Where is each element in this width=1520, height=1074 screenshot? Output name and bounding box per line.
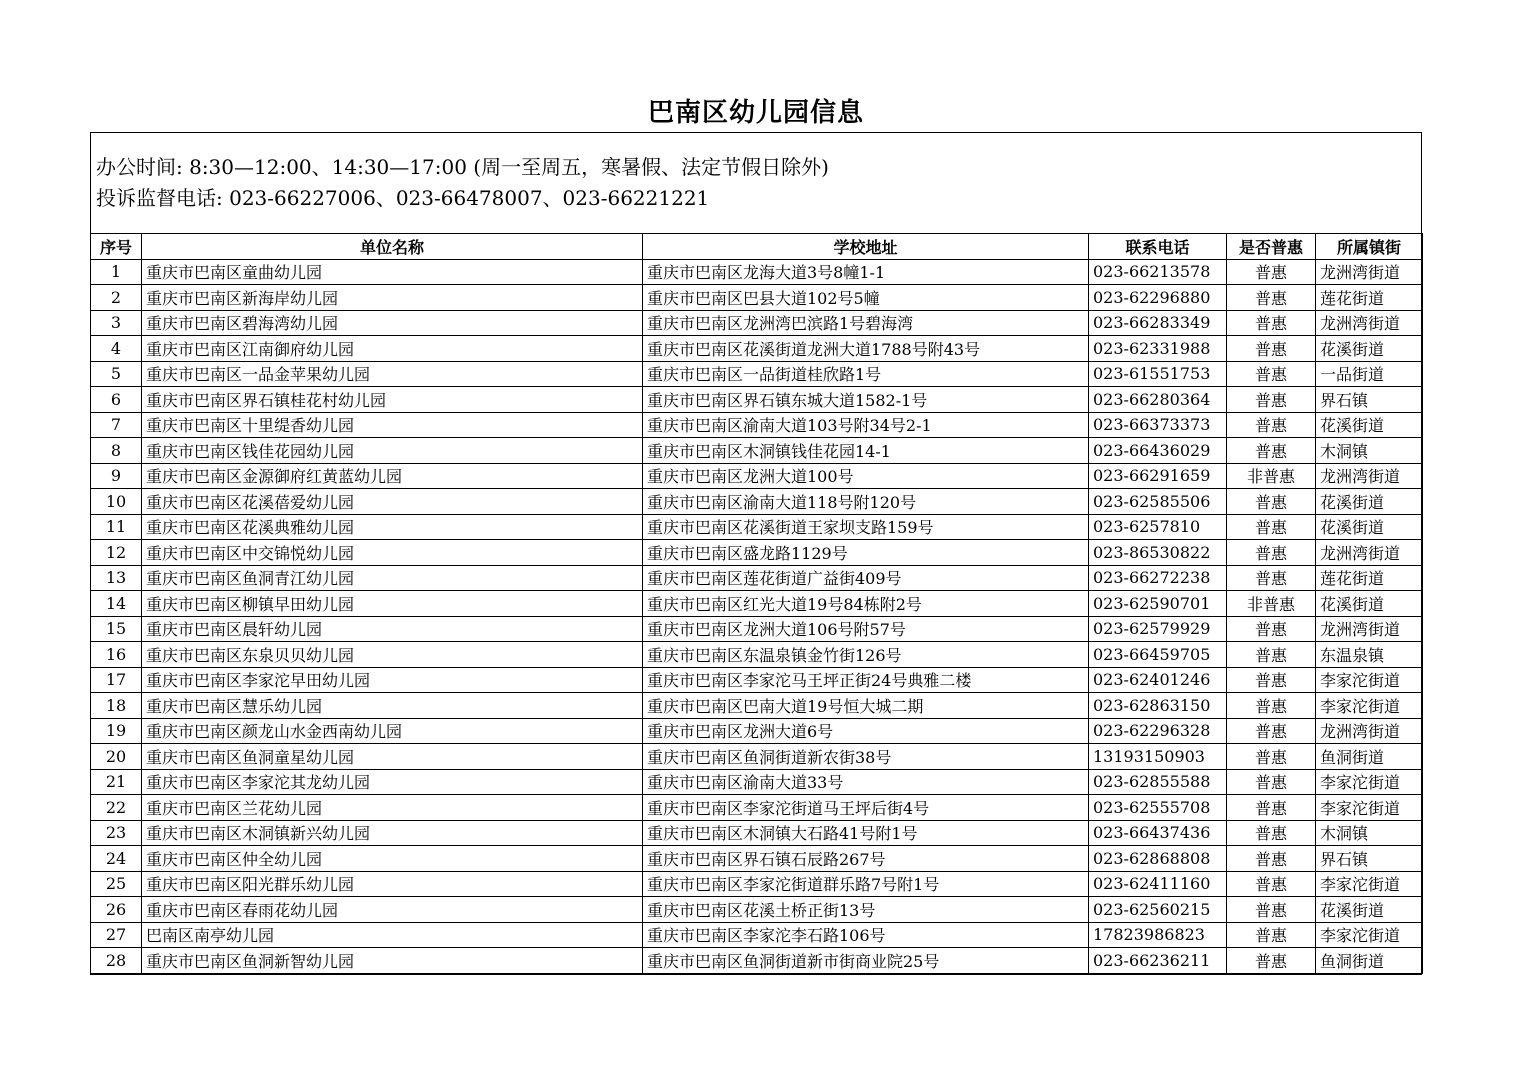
cell-street: 界石镇 [1316, 387, 1423, 413]
cell-name: 重庆市巴南区仲全幼儿园 [142, 846, 643, 872]
table-header-row [91, 234, 1423, 260]
table-row [91, 310, 1423, 336]
cell-phone: 023-62579929 [1089, 616, 1227, 642]
cell-street: 李家沱街道 [1316, 693, 1423, 719]
table-row [91, 744, 1423, 770]
cell-index: 9 [91, 463, 142, 489]
cell-street: 龙洲湾街道 [1316, 310, 1423, 336]
cell-phone: 13193150903 [1089, 744, 1227, 770]
cell-street: 东温泉镇 [1316, 642, 1423, 668]
cell-name: 重庆市巴南区柳镇早田幼儿园 [142, 591, 643, 617]
cell-address: 重庆市巴南区龙洲大道6号 [643, 718, 1089, 744]
cell-index: 5 [91, 361, 142, 387]
cell-phone: 023-66459705 [1089, 642, 1227, 668]
cell-phone: 023-62590701 [1089, 591, 1227, 617]
cell-street: 李家沱街道 [1316, 795, 1423, 821]
cell-address: 重庆市巴南区花溪街道王家坝支路159号 [643, 514, 1089, 540]
table-row [91, 514, 1423, 540]
cell-address: 重庆市巴南区东温泉镇金竹街126号 [643, 642, 1089, 668]
cell-inclusive: 普惠 [1227, 948, 1316, 974]
cell-street: 鱼洞街道 [1316, 744, 1423, 770]
cell-index: 26 [91, 897, 142, 923]
cell-inclusive: 普惠 [1227, 285, 1316, 311]
cell-address: 重庆市巴南区鱼洞街道新市街商业院25号 [643, 948, 1089, 974]
cell-index: 1 [91, 259, 142, 285]
cell-name: 重庆市巴南区新海岸幼儿园 [142, 285, 643, 311]
cell-inclusive: 普惠 [1227, 361, 1316, 387]
cell-inclusive: 普惠 [1227, 795, 1316, 821]
cell-index: 6 [91, 387, 142, 413]
cell-address: 重庆市巴南区一品街道桂欣路1号 [643, 361, 1089, 387]
cell-address: 重庆市巴南区渝南大道118号附120号 [643, 489, 1089, 515]
cell-name: 重庆市巴南区鱼洞青江幼儿园 [142, 565, 643, 591]
cell-address: 重庆市巴南区红光大道19号84栋附2号 [643, 591, 1089, 617]
cell-name: 重庆市巴南区钱佳花园幼儿园 [142, 438, 643, 464]
cell-phone: 023-61551753 [1089, 361, 1227, 387]
cell-street: 花溪街道 [1316, 591, 1423, 617]
table-row [91, 616, 1423, 642]
cell-index: 14 [91, 591, 142, 617]
cell-index: 3 [91, 310, 142, 336]
cell-name: 重庆市巴南区碧海湾幼儿园 [142, 310, 643, 336]
cell-street: 龙洲湾街道 [1316, 259, 1423, 285]
cell-inclusive: 普惠 [1227, 387, 1316, 413]
cell-name: 重庆市巴南区颜龙山水金西南幼儿园 [142, 718, 643, 744]
cell-inclusive: 普惠 [1227, 310, 1316, 336]
cell-phone: 023-66280364 [1089, 387, 1227, 413]
cell-address: 重庆市巴南区界石镇东城大道1582-1号 [643, 387, 1089, 413]
cell-index: 18 [91, 693, 142, 719]
cell-name: 重庆市巴南区中交锦悦幼儿园 [142, 540, 643, 566]
cell-phone: 023-66291659 [1089, 463, 1227, 489]
table-row [91, 285, 1423, 311]
cell-inclusive: 普惠 [1227, 871, 1316, 897]
cell-name: 重庆市巴南区李家沱其龙幼儿园 [142, 769, 643, 795]
cell-index: 11 [91, 514, 142, 540]
cell-index: 20 [91, 744, 142, 770]
cell-inclusive: 普惠 [1227, 922, 1316, 948]
cell-phone: 023-62863150 [1089, 693, 1227, 719]
cell-name: 重庆市巴南区鱼洞新智幼儿园 [142, 948, 643, 974]
table-row [91, 463, 1423, 489]
cell-index: 7 [91, 412, 142, 438]
cell-inclusive: 普惠 [1227, 514, 1316, 540]
page-title: 巴南区幼儿园信息 [647, 98, 864, 128]
table-row [91, 922, 1423, 948]
table-row [91, 489, 1423, 515]
cell-index: 13 [91, 565, 142, 591]
cell-phone: 023-66436029 [1089, 438, 1227, 464]
cell-index: 10 [91, 489, 142, 515]
cell-name: 重庆市巴南区江南御府幼儿园 [142, 336, 643, 362]
cell-inclusive: 普惠 [1227, 540, 1316, 566]
cell-name: 重庆市巴南区花溪典雅幼儿园 [142, 514, 643, 540]
cell-inclusive: 普惠 [1227, 336, 1316, 362]
cell-name: 重庆市巴南区春雨花幼儿园 [142, 897, 643, 923]
cell-address: 重庆市巴南区李家沱街道马王坪后街4号 [643, 795, 1089, 821]
table-row [91, 667, 1423, 693]
cell-inclusive: 普惠 [1227, 489, 1316, 515]
cell-phone: 023-86530822 [1089, 540, 1227, 566]
cell-street: 李家沱街道 [1316, 769, 1423, 795]
cell-inclusive: 普惠 [1227, 897, 1316, 923]
cell-index: 17 [91, 667, 142, 693]
cell-inclusive: 普惠 [1227, 412, 1316, 438]
cell-inclusive: 普惠 [1227, 744, 1316, 770]
info-block [96, 152, 829, 214]
cell-address: 重庆市巴南区龙洲大道106号附57号 [643, 616, 1089, 642]
table-row [91, 795, 1423, 821]
cell-street: 莲花街道 [1316, 285, 1423, 311]
cell-address: 重庆市巴南区渝南大道103号附34号2-1 [643, 412, 1089, 438]
cell-inclusive: 普惠 [1227, 616, 1316, 642]
cell-address: 重庆市巴南区龙洲大道100号 [643, 463, 1089, 489]
cell-name: 重庆市巴南区界石镇桂花村幼儿园 [142, 387, 643, 413]
cell-address: 重庆市巴南区龙海大道3号8幢1-1 [643, 259, 1089, 285]
cell-name: 重庆市巴南区阳光群乐幼儿园 [142, 871, 643, 897]
cell-index: 21 [91, 769, 142, 795]
table-row [91, 361, 1423, 387]
cell-inclusive: 普惠 [1227, 259, 1316, 285]
header-name: 单位名称 [142, 234, 643, 260]
cell-name: 重庆市巴南区鱼洞童星幼儿园 [142, 744, 643, 770]
cell-phone: 023-66272238 [1089, 565, 1227, 591]
cell-index: 15 [91, 616, 142, 642]
table-row [91, 259, 1423, 285]
cell-street: 龙洲湾街道 [1316, 718, 1423, 744]
table-row [91, 769, 1423, 795]
cell-phone: 023-62855588 [1089, 769, 1227, 795]
cell-name: 重庆市巴南区晨轩幼儿园 [142, 616, 643, 642]
cell-street: 花溪街道 [1316, 897, 1423, 923]
header-street: 所属镇街 [1316, 234, 1423, 260]
cell-address: 重庆市巴南区盛龙路1129号 [643, 540, 1089, 566]
cell-name: 重庆市巴南区花溪蓓爱幼儿园 [142, 489, 643, 515]
table-row [91, 820, 1423, 846]
cell-name: 重庆市巴南区童曲幼儿园 [142, 259, 643, 285]
cell-address: 重庆市巴南区界石镇石辰路267号 [643, 846, 1089, 872]
cell-inclusive: 普惠 [1227, 642, 1316, 668]
cell-street: 木洞镇 [1316, 820, 1423, 846]
cell-phone: 023-62296880 [1089, 285, 1227, 311]
cell-name: 巴南区南亭幼儿园 [142, 922, 643, 948]
cell-phone: 023-66373373 [1089, 412, 1227, 438]
cell-inclusive: 普惠 [1227, 820, 1316, 846]
kindergarten-table [90, 233, 1423, 974]
cell-name: 重庆市巴南区东泉贝贝幼儿园 [142, 642, 643, 668]
cell-inclusive: 普惠 [1227, 667, 1316, 693]
cell-address: 重庆市巴南区花溪土桥正街13号 [643, 897, 1089, 923]
office-hours-text: 办公时间: 8:30—12:00、14:30—17:00 (周一至周五，寒暑假、法定节假日除外) [96, 155, 829, 179]
cell-address: 重庆市巴南区李家沱马王坪正街24号典雅二楼 [643, 667, 1089, 693]
cell-address: 重庆市巴南区木洞镇钱佳花园14-1 [643, 438, 1089, 464]
cell-street: 木洞镇 [1316, 438, 1423, 464]
cell-address: 重庆市巴南区巴南大道19号恒大城二期 [643, 693, 1089, 719]
cell-name: 重庆市巴南区一品金苹果幼儿园 [142, 361, 643, 387]
cell-phone: 023-62411160 [1089, 871, 1227, 897]
cell-street: 界石镇 [1316, 846, 1423, 872]
cell-phone: 023-66437436 [1089, 820, 1227, 846]
complaint-phone-text: 投诉监督电话: 023-66227006、023-66478007、023-66221221 [96, 186, 710, 210]
cell-street: 李家沱街道 [1316, 922, 1423, 948]
cell-index: 28 [91, 948, 142, 974]
cell-name: 重庆市巴南区兰花幼儿园 [142, 795, 643, 821]
cell-inclusive: 普惠 [1227, 693, 1316, 719]
cell-inclusive: 普惠 [1227, 769, 1316, 795]
cell-index: 22 [91, 795, 142, 821]
cell-phone: 023-66213578 [1089, 259, 1227, 285]
cell-inclusive: 普惠 [1227, 846, 1316, 872]
cell-inclusive: 非普惠 [1227, 591, 1316, 617]
header-index: 序号 [91, 234, 142, 260]
cell-phone: 17823986823 [1089, 922, 1227, 948]
cell-phone: 023-62585506 [1089, 489, 1227, 515]
cell-index: 24 [91, 846, 142, 872]
table-row [91, 846, 1423, 872]
cell-phone: 023-66236211 [1089, 948, 1227, 974]
table-row [91, 948, 1423, 974]
header-address: 学校地址 [643, 234, 1089, 260]
cell-street: 花溪街道 [1316, 489, 1423, 515]
cell-inclusive: 普惠 [1227, 718, 1316, 744]
cell-index: 19 [91, 718, 142, 744]
cell-street: 花溪街道 [1316, 336, 1423, 362]
cell-name: 重庆市巴南区金源御府红黄蓝幼儿园 [142, 463, 643, 489]
table-row [91, 897, 1423, 923]
table-row [91, 693, 1423, 719]
cell-address: 重庆市巴南区巴县大道102号5幢 [643, 285, 1089, 311]
table-row [91, 540, 1423, 566]
cell-index: 4 [91, 336, 142, 362]
cell-address: 重庆市巴南区李家沱李石路106号 [643, 922, 1089, 948]
table-row [91, 591, 1423, 617]
header-inclusive: 是否普惠 [1227, 234, 1316, 260]
table-row [91, 412, 1423, 438]
cell-index: 2 [91, 285, 142, 311]
cell-phone: 023-62296328 [1089, 718, 1227, 744]
cell-street: 花溪街道 [1316, 412, 1423, 438]
cell-name: 重庆市巴南区十里缇香幼儿园 [142, 412, 643, 438]
cell-phone: 023-6257810 [1089, 514, 1227, 540]
cell-phone: 023-62401246 [1089, 667, 1227, 693]
cell-street: 一品街道 [1316, 361, 1423, 387]
cell-index: 16 [91, 642, 142, 668]
table-row [91, 718, 1423, 744]
cell-index: 25 [91, 871, 142, 897]
table-row [91, 438, 1423, 464]
cell-address: 重庆市巴南区龙洲湾巴滨路1号碧海湾 [643, 310, 1089, 336]
cell-phone: 023-62555708 [1089, 795, 1227, 821]
cell-street: 李家沱街道 [1316, 871, 1423, 897]
cell-address: 重庆市巴南区木洞镇大石路41号附1号 [643, 820, 1089, 846]
cell-inclusive: 普惠 [1227, 438, 1316, 464]
cell-phone: 023-66283349 [1089, 310, 1227, 336]
cell-phone: 023-62331988 [1089, 336, 1227, 362]
cell-street: 龙洲湾街道 [1316, 463, 1423, 489]
cell-address: 重庆市巴南区花溪街道龙洲大道1788号附43号 [643, 336, 1089, 362]
cell-address: 重庆市巴南区鱼洞街道新农街38号 [643, 744, 1089, 770]
table-row [91, 387, 1423, 413]
cell-street: 龙洲湾街道 [1316, 616, 1423, 642]
cell-street: 花溪街道 [1316, 514, 1423, 540]
cell-index: 23 [91, 820, 142, 846]
table-row [91, 565, 1423, 591]
cell-name: 重庆市巴南区木洞镇新兴幼儿园 [142, 820, 643, 846]
cell-address: 重庆市巴南区莲花街道广益街409号 [643, 565, 1089, 591]
cell-name: 重庆市巴南区慧乐幼儿园 [142, 693, 643, 719]
cell-street: 龙洲湾街道 [1316, 540, 1423, 566]
cell-index: 27 [91, 922, 142, 948]
cell-street: 莲花街道 [1316, 565, 1423, 591]
cell-index: 12 [91, 540, 142, 566]
cell-index: 8 [91, 438, 142, 464]
cell-name: 重庆市巴南区李家沱早田幼儿园 [142, 667, 643, 693]
cell-address: 重庆市巴南区渝南大道33号 [643, 769, 1089, 795]
cell-inclusive: 非普惠 [1227, 463, 1316, 489]
cell-address: 重庆市巴南区李家沱街道群乐路7号附1号 [643, 871, 1089, 897]
table-row [91, 642, 1423, 668]
cell-street: 李家沱街道 [1316, 667, 1423, 693]
table-row [91, 871, 1423, 897]
cell-phone: 023-62560215 [1089, 897, 1227, 923]
table-row [91, 336, 1423, 362]
cell-street: 鱼洞街道 [1316, 948, 1423, 974]
cell-phone: 023-62868808 [1089, 846, 1227, 872]
header-phone: 联系电话 [1089, 234, 1227, 260]
cell-inclusive: 普惠 [1227, 565, 1316, 591]
